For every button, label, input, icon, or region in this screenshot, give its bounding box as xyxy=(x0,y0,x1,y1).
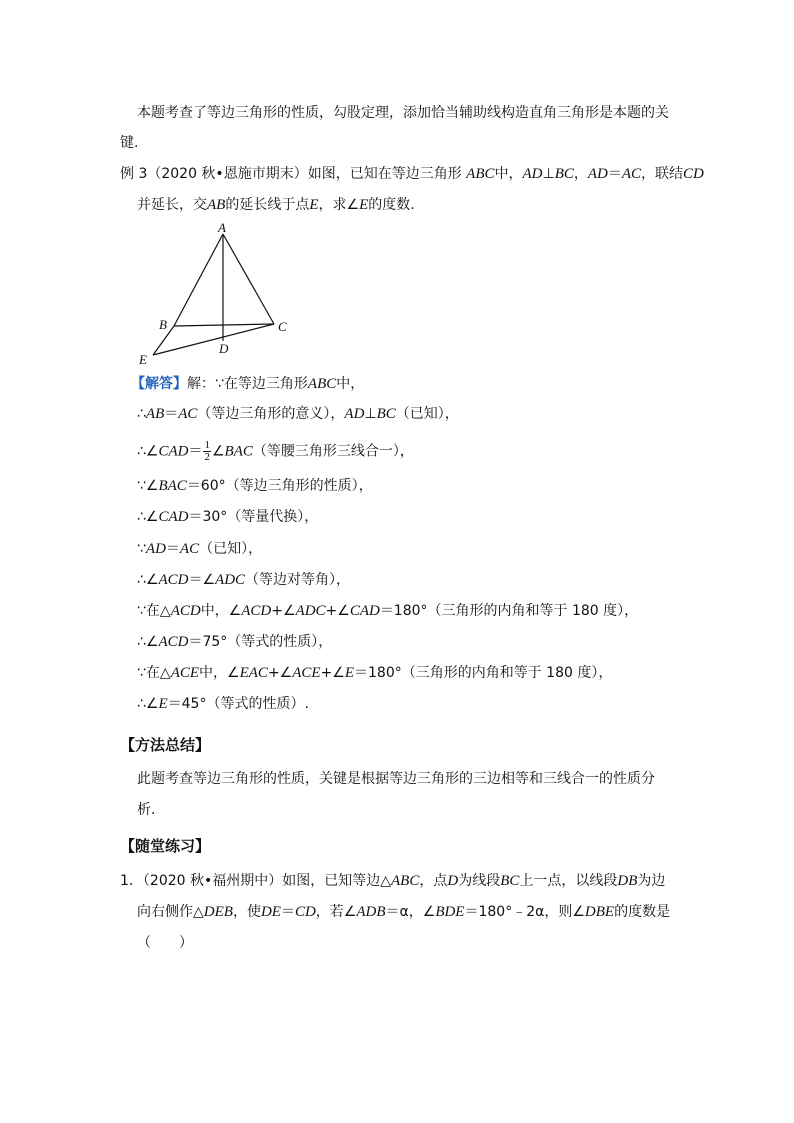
segment-ce xyxy=(153,324,274,355)
practice-q1-line-2: 向右侧作△DEB，使DE＝CD，若∠ADB＝α，∠BDE＝180°﹣2α，则∠DBE的度数是 xyxy=(137,904,671,920)
label-b: B xyxy=(159,317,167,332)
solution-line-4: ∵∠BAC＝60°（等边三角形的性质）， xyxy=(137,478,373,494)
practice-heading: 【随堂练习】 xyxy=(120,837,211,855)
label-e: E xyxy=(139,352,147,367)
answer-tag: 【解答】 xyxy=(131,376,187,392)
solution-line-9: ∴∠ACD＝75°（等式的性质）， xyxy=(137,634,333,650)
solution-line-10: ∵在△ACE中，∠EAC+∠ACE+∠E＝180°（三角形的内角和等于 180 度）， xyxy=(137,665,613,681)
intro-line-2: 键. xyxy=(120,135,139,151)
method-line-1: 此题考查等边三角形的性质，关键是根据等边三角形的三边相等和三线合一的性质分 xyxy=(137,771,655,787)
example-line-2: 并延长，交AB的延长线于点E，求∠E的度数. xyxy=(137,197,415,213)
solution-line-1: 【解答】解：∵在等边三角形ABC中， xyxy=(131,376,365,392)
solution-line-5: ∴∠CAD＝30°（等量代换）， xyxy=(137,509,319,525)
solution-line-11: ∴∠E＝45°（等式的性质）. xyxy=(137,696,309,712)
example-line-1: 例 3（2020 秋•恩施市期末）如图，已知在等边三角形 ABC中，AD⊥BC，AD＝AC，联结CD xyxy=(120,166,704,182)
label-a: A xyxy=(218,220,226,235)
solution-line-8: ∵在△ACD中，∠ACD+∠ADC+∠CAD＝180°（三角形的内角和等于 180 度）， xyxy=(137,603,639,619)
practice-q1-line-1: 1．（2020 秋•福州期中）如图，已知等边△ABC，点D为线段BC上一点，以线段DB为边 xyxy=(120,873,666,889)
label-d: D xyxy=(219,341,229,356)
label-c: C xyxy=(278,319,287,334)
practice-q1-answer-blank[interactable]: （ ） xyxy=(137,935,193,951)
solution-line-2: ∴AB＝AC（等边三角形的意义），AD⊥BC（已知）， xyxy=(137,406,459,422)
intro-line-1: 本题考查了等边三角形的性质，勾股定理，添加恰当辅助线构造直角三角形是本题的关 xyxy=(137,105,669,121)
fraction-one-half: $\frac{1}{2}$ xyxy=(204,439,210,463)
solution-line-6: ∵AD＝AC（已知）， xyxy=(137,541,263,557)
triangle-figure xyxy=(130,218,300,368)
solution-line-3: ∴∠CAD＝ $\frac{1}{2}$ ∠BAC（等腰三角形三线合一）， xyxy=(137,439,414,463)
method-line-2: 析. xyxy=(137,802,156,818)
segment-ab xyxy=(174,234,223,326)
solution-line-7: ∴∠ACD＝∠ADC（等边对等角）， xyxy=(137,572,351,588)
method-heading: 【方法总结】 xyxy=(120,736,211,754)
segment-bc xyxy=(174,324,274,326)
segment-ac xyxy=(223,234,274,324)
